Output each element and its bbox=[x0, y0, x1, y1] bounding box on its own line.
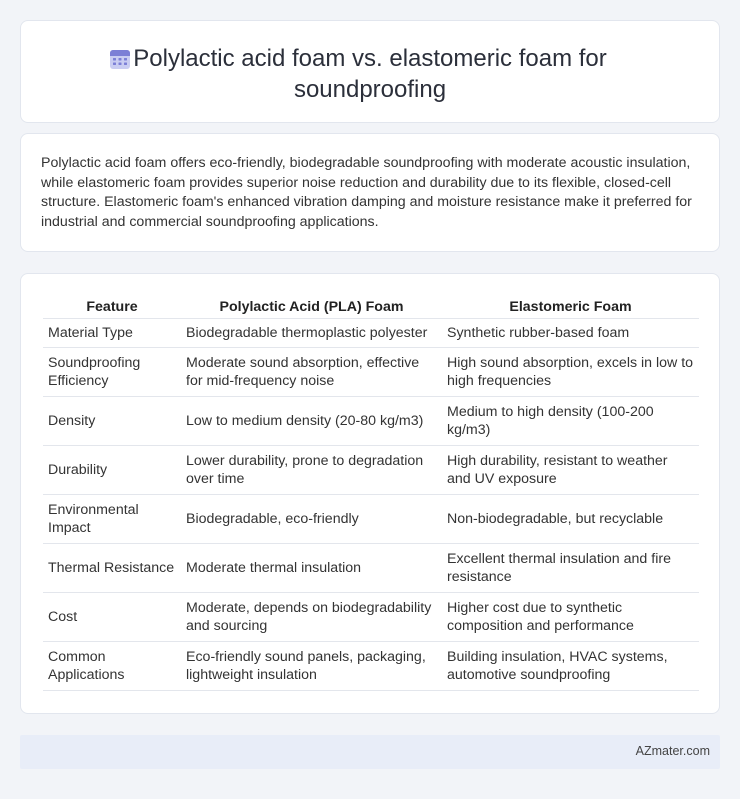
elastomeric-cell: High durability, resistant to weather and UV exposure bbox=[442, 445, 699, 494]
table-row bbox=[43, 445, 699, 494]
elastomeric-cell: Synthetic rubber-based foam bbox=[442, 318, 699, 347]
title-card bbox=[20, 20, 720, 123]
pla-cell: Lower durability, prone to degradation over time bbox=[181, 445, 442, 494]
table-row bbox=[43, 318, 699, 347]
pla-cell: Moderate sound absorption, effective for mid-frequency noise bbox=[181, 347, 442, 396]
elastomeric-cell: Building insulation, HVAC systems, automotive soundproofing bbox=[442, 641, 699, 690]
footer-brand[interactable]: AZmater.com bbox=[635, 744, 710, 758]
feature-cell: Durability bbox=[43, 445, 181, 494]
pla-cell: Eco-friendly sound panels, packaging, lightweight insulation bbox=[181, 641, 442, 690]
table-row bbox=[43, 494, 699, 543]
feature-cell: Material Type bbox=[43, 318, 181, 347]
feature-cell: Thermal Resistance bbox=[43, 543, 181, 592]
table-row bbox=[43, 641, 699, 690]
feature-cell: Environmental Impact bbox=[43, 494, 181, 543]
comparison-table bbox=[43, 296, 699, 691]
table-row bbox=[43, 396, 699, 445]
header-pla-foam: Polylactic Acid (PLA) Foam bbox=[181, 296, 442, 318]
feature-cell: Common Applications bbox=[43, 641, 181, 690]
feature-cell: Density bbox=[43, 396, 181, 445]
elastomeric-cell: Higher cost due to synthetic composition and performance bbox=[442, 592, 699, 641]
page-title: Polylactic acid foam vs. elastomeric foam for soundproofing bbox=[133, 45, 607, 103]
pla-cell: Moderate, depends on biodegradability and sourcing bbox=[181, 592, 442, 641]
feature-cell: Soundproofing Efficiency bbox=[43, 347, 181, 396]
pla-cell: Moderate thermal insulation bbox=[181, 543, 442, 592]
table-row bbox=[43, 543, 699, 592]
comparison-table-card bbox=[20, 273, 720, 714]
table-row bbox=[43, 347, 699, 396]
elastomeric-cell: Medium to high density (100-200 kg/m3) bbox=[442, 396, 699, 445]
pla-cell: Biodegradable, eco-friendly bbox=[181, 494, 442, 543]
pla-cell: Low to medium density (20-80 kg/m3) bbox=[181, 396, 442, 445]
table-row bbox=[43, 592, 699, 641]
elastomeric-cell: High sound absorption, excels in low to high frequencies bbox=[442, 347, 699, 396]
elastomeric-cell: Non-biodegradable, but recyclable bbox=[442, 494, 699, 543]
pla-cell: Biodegradable thermoplastic polyester bbox=[181, 318, 442, 347]
feature-cell: Cost bbox=[43, 592, 181, 641]
header-feature: Feature bbox=[43, 296, 181, 318]
summary-card bbox=[20, 133, 720, 252]
header-elastomeric-foam: Elastomeric Foam bbox=[442, 296, 699, 318]
summary-text: Polylactic acid foam offers eco-friendly, biodegradable soundproofing with moderate acoustic insulation, while elastomeric foam provides superior noise reduction and durability due to its flexible, closed-cell structure. Elastomeric foam's enhanced vibration damping and moisture resistance make it preferred for industrial and commercial soundproofing applications. bbox=[41, 155, 692, 230]
elastomeric-cell: Excellent thermal insulation and fire resistance bbox=[442, 543, 699, 592]
footer-bar bbox=[20, 735, 720, 769]
table-header-row bbox=[43, 296, 699, 318]
